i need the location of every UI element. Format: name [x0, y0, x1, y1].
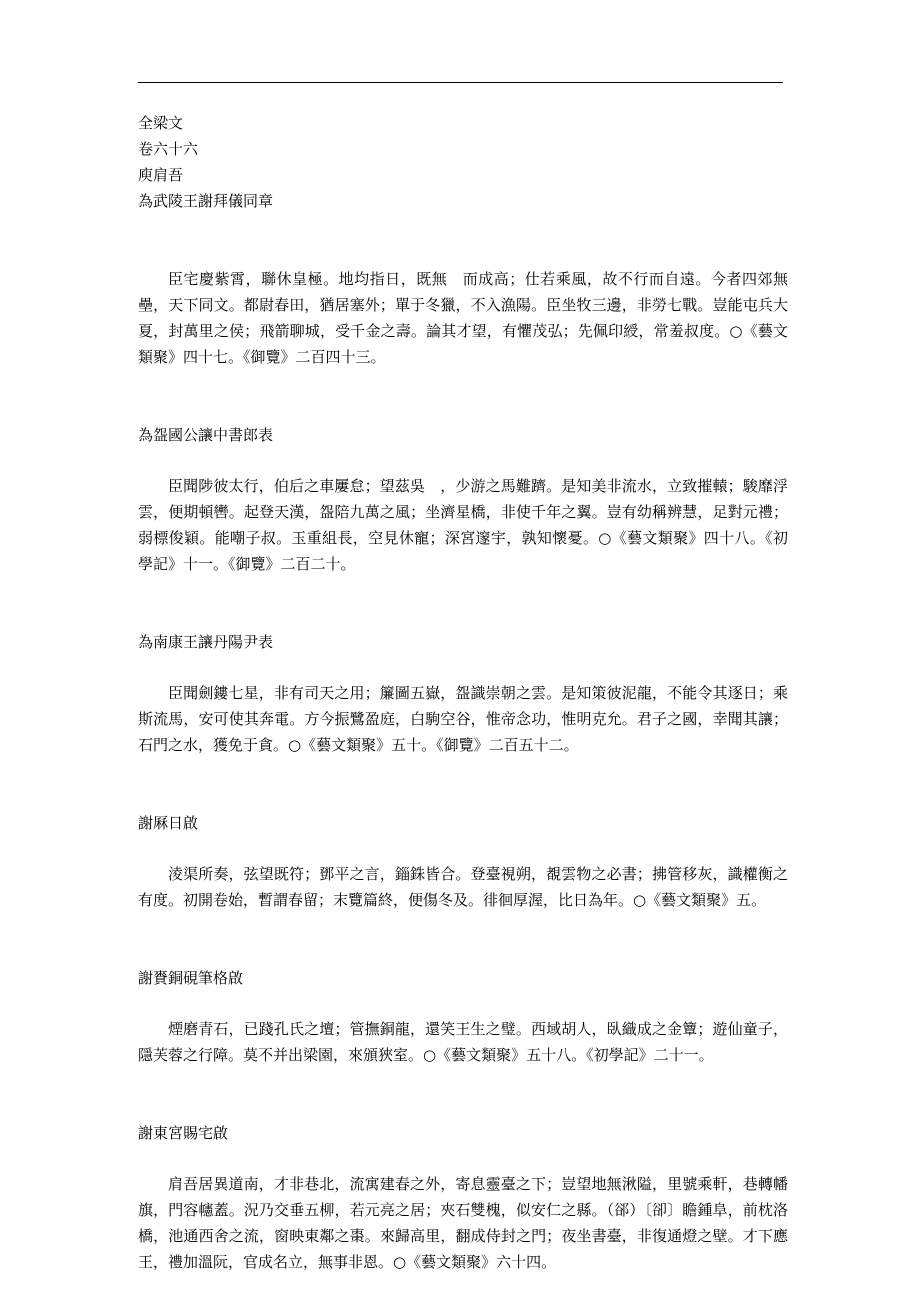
top-rule: [138, 82, 783, 83]
section-title: 為南康王讓丹陽尹表: [138, 633, 274, 651]
section-body: 煙磨青石，已踐孔氏之壇；管撫銅龍，還笑王生之璧。西域胡人，臥織成之金簟；遊仙童子，隱芙蓉之行障。莫不并出梁園，來頒狹室。○《藝文類聚》五十八。《初學記》二十一。: [138, 1020, 788, 1064]
volume-label: 卷六十六: [138, 140, 199, 158]
section: [138, 629, 788, 758]
collection-title: 全梁文: [138, 114, 184, 132]
section-title: 謝東宮賜宅啟: [138, 1124, 229, 1142]
section: [138, 266, 788, 370]
section-body: 臣聞劍鏤七星，非有司天之用；簾圖五嶽，盌識崇朝之雲。是知策彼泥龍，不能令其逐日；乘斯流馬，安可使其奔電。方今振鷺盈庭，白駒空谷，惟帝念功，惟明克允。君子之國，幸聞其讓；石門之水，獲免于貪。○《藝文類聚》五十。《御覽》二百五十二。: [138, 684, 788, 754]
section: [138, 422, 788, 577]
section: [138, 1120, 788, 1275]
section-title: 為武陵王謝拜儀同章: [138, 192, 274, 210]
section-body: 淩渠所奏，弦望既符；鄧平之言，錙銖皆合。登臺視朔，覩雲物之必書；拂管移灰，識權衡之有度。初開卷始，暫謂春留；末覽篇終，便傷冬及。徘徊厚渥，比日為年。○《藝文類聚》五。: [138, 865, 788, 909]
section: [138, 810, 788, 913]
section: [138, 965, 788, 1068]
document-header: [138, 110, 788, 214]
section-body: 臣宅慶紫霄，聯休皇極。地均指日，既無 而成高；仕若乘風，故不行而自遠。今者四郊無壘，天下同文。都尉春田，猶居塞外；單于冬獵，不入漁陽。臣坐牧三邊，非勞七戰。豈能屯兵大夏，封萬里之侯；飛箭聊城，受千金之壽。論其才望，有懼茂弘；先佩印綬，常羞叔度。○《藝文類聚》四十七。《御覽》二百四十三。: [138, 270, 788, 366]
section-body: 肩吾居異道南，才非巷北，流寓建春之外，寄息靈臺之下；豈望地無湫隘，里號乘軒，巷轉幡旗，門容幰蓋。況乃交垂五柳，若元亮之居；夾石雙槐，似安仁之縣。（郤）〔卻〕瞻鍾阜，前枕洛橋，池通西舍之流，窗映東鄰之棗。來歸高里，翻成侍封之門；夜坐書臺，非復通燈之壁。才下應王，禮加溫阮，官成名立，無事非恩。○《藝文類聚》六十四。: [138, 1175, 788, 1271]
document-content: [138, 110, 788, 1301]
section-title: 為盌國公讓中書郎表: [138, 426, 274, 444]
section-title: 謝厤日啟: [138, 814, 199, 832]
section-body: 臣聞陟彼太行，伯后之車屢怠；望茲吳 ，少游之馬難躋。是知美非流水，立致摧轅；駿靡浮雲，便期頓轡。起登天漢，盌陪九萬之風；坐濟星橋，非使千年之翼。豈有幼稱辨慧，足對元禮；弱標俊穎。能嘲子叔。玉重組長，空見休寵；深宮邃宇，孰知懷憂。○《藝文類聚》四十八。《初學記》十一。《御覽》二百二十。: [138, 477, 788, 573]
author-name: 庾肩吾: [138, 166, 184, 184]
section-title: 謝賚銅硯筆格啟: [138, 969, 244, 987]
